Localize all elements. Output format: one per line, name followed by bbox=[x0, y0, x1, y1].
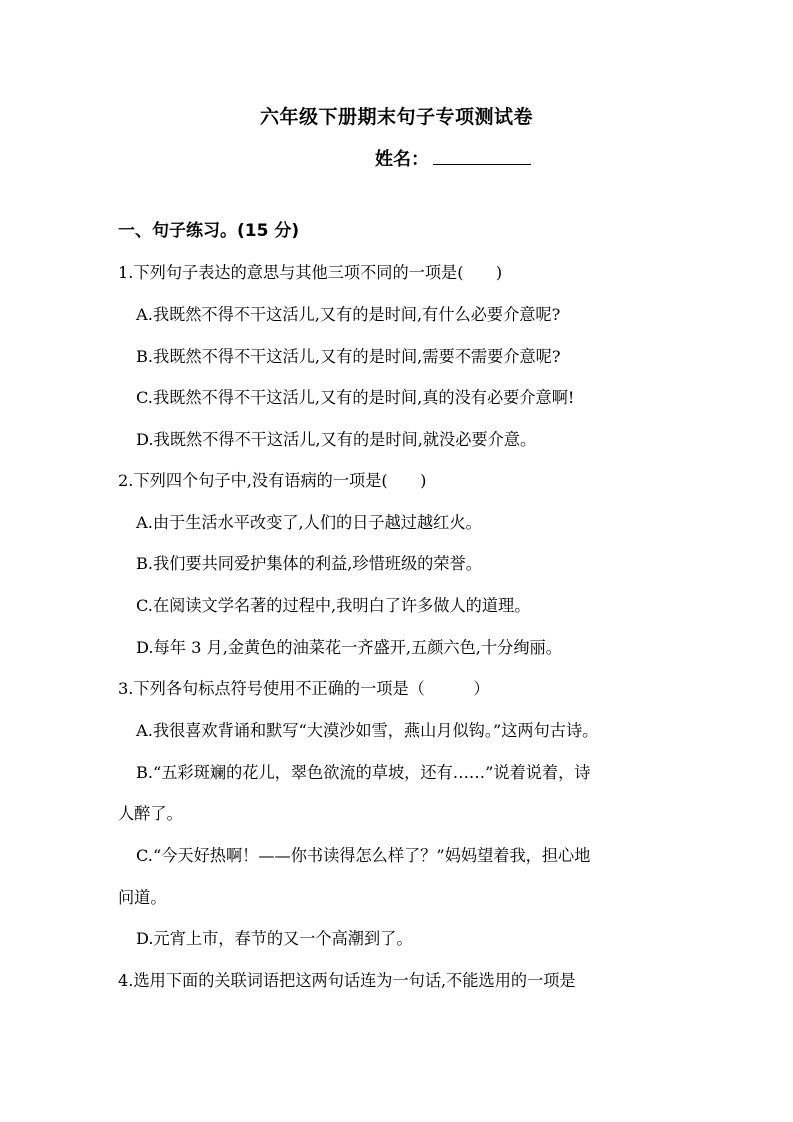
question-1-stem: 1.下列句子表达的意思与其他三项不同的一项是( ) bbox=[118, 263, 503, 282]
question-3-option-c-line-2: 问道。 bbox=[118, 888, 167, 907]
question-3-option-c-line-1: C.“今天好热啊！——你书读得怎么样了？”妈妈望着我，担心地 bbox=[136, 846, 591, 865]
name-blank-line[interactable] bbox=[433, 146, 531, 165]
page-title: 六年级下册期末句子专项测试卷 bbox=[259, 106, 533, 128]
question-3-option-a: A.我很喜欢背诵和默写“大漠沙如雪，燕山月似钩。”这两句古诗。 bbox=[136, 721, 599, 740]
question-3-option-b-line-2: 人醉了。 bbox=[118, 804, 183, 823]
question-1-option-d: D.我既然不得不干这活儿,又有的是时间,就没必要介意。 bbox=[136, 430, 537, 449]
name-field bbox=[375, 146, 531, 173]
question-2-option-d: D.每年 3 月,金黄色的油菜花一齐盛开,五颜六色,十分绚丽。 bbox=[136, 638, 562, 657]
question-1-option-b: B.我既然不得不干这活儿,又有的是时间,需要不需要介意呢? bbox=[136, 347, 561, 366]
question-2-option-c: C.在阅读文学名著的过程中,我明白了许多做人的道理。 bbox=[136, 596, 531, 615]
question-1-option-a: A.我既然不得不干这活儿,又有的是时间,有什么必要介意呢? bbox=[136, 305, 561, 324]
question-2-option-a: A.由于生活水平改变了,人们的日子越过越红火。 bbox=[136, 513, 482, 532]
name-label: 姓名： bbox=[375, 149, 429, 170]
question-1-option-c: C.我既然不得不干这活儿,又有的是时间,真的没有必要介意啊! bbox=[136, 388, 575, 407]
question-3-option-d: D.元宵上市，春节的又一个高潮到了。 bbox=[136, 929, 413, 948]
question-2-option-b: B.我们要共同爱护集体的利益,珍惜班级的荣誉。 bbox=[136, 554, 482, 573]
question-3-stem: 3.下列各句标点符号使用不正确的一项是（ ） bbox=[118, 679, 490, 698]
question-2-stem: 2.下列四个句子中,没有语病的一项是( ) bbox=[118, 471, 427, 490]
section-heading: 一、句子练习。(15 分) bbox=[118, 221, 300, 241]
question-4-stem: 4.选用下面的关联词语把这两句话连为一句话,不能选用的一项是 bbox=[118, 971, 576, 990]
question-3-option-b-line-1: B.“五彩斑斓的花儿，翠色欲流的草坡，还有……”说着说着，诗 bbox=[136, 763, 591, 782]
